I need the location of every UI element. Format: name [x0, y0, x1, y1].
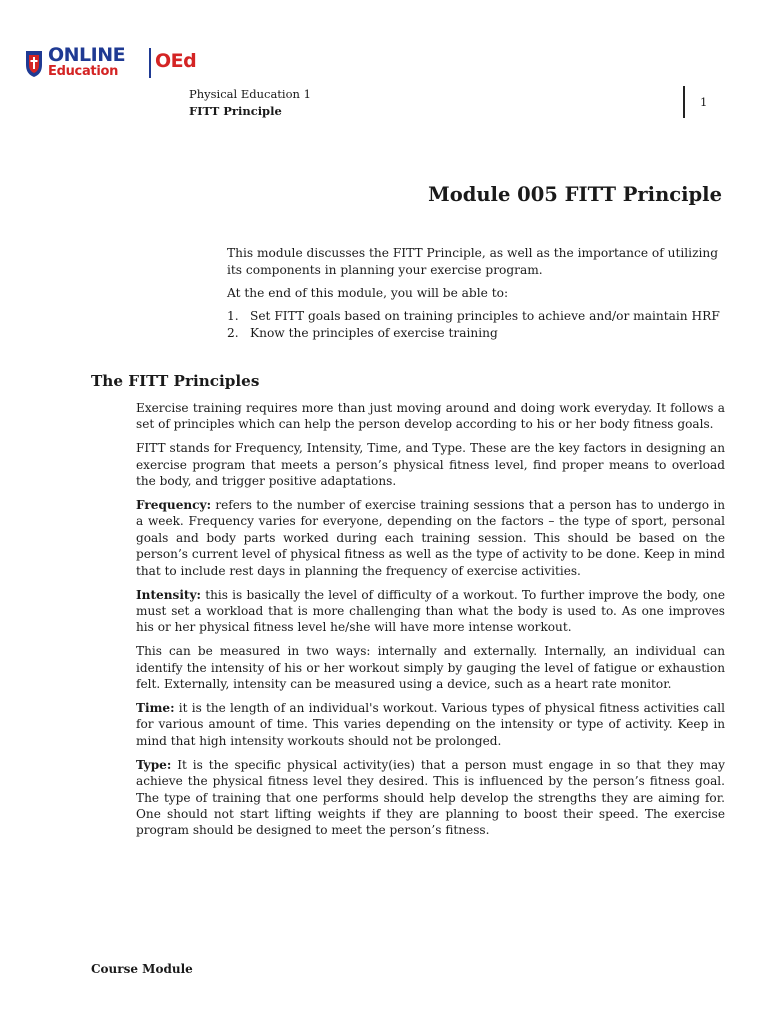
logo-text-oed: OEd: [155, 50, 197, 72]
module-intro: [227, 245, 727, 342]
objective-item: [227, 325, 727, 342]
type-text: It is the specific physical activity(ies) that a person must engage in so that they may achieve the physical fitness level they desired. This is influenced by the person’s fitness goal. The type of training that one performs should help develop the strengths they are aiming for. One should not start lifting weights if they are planning to boost their speed. The exercise program should be designed to meet the person’s fitness.: [136, 757, 725, 838]
term-type: Type:: [136, 757, 172, 772]
running-header: [189, 86, 311, 120]
objective-item: [227, 308, 727, 325]
intensity-text: this is basically the level of difficulty of a workout. To further improve the body, one must set a workload that is more challenging than what the body is used to. As one improves his or her physical fitness level he/she will have more intense workout.: [136, 587, 725, 635]
module-title: Module 005 FITT Principle: [428, 183, 722, 206]
frequency-text: refers to the number of exercise training sessions that a person has to undergo in a week. Frequency varies for everyone, depending on the factors – the type of sport, personal goals and body parts worked during each training session. This should be based on the person’s current level of physical fitness as well as the type of activity to be done. Keep in mind that to include rest days in planning the frequency of exercise activities.: [136, 498, 725, 578]
page-footer: Course Module: [91, 962, 193, 976]
term-frequency: Frequency:: [136, 498, 212, 513]
section-heading: The FITT Principles: [91, 372, 260, 390]
page-number: 1: [700, 95, 708, 109]
objective-number: 2.: [227, 326, 239, 340]
page-number-divider: [683, 86, 685, 118]
time-text: it is the length of an individual's workout. Various types of physical fitness activities call for various amount of time. This varies depending on the intensity or type of activity. Keep in mind that high intensity workouts should not be prolonged.: [136, 701, 725, 748]
objective-number: 1.: [227, 309, 239, 323]
objective-text: Set FITT goals based on training principles to achieve and/or maintain HRF: [250, 309, 720, 323]
paragraph-type: [136, 757, 725, 839]
logo-divider: [149, 48, 151, 78]
logo: [24, 44, 197, 84]
paragraph-overview: Exercise training requires more than just moving around and doing work everyday. It follows a set of principles which can help the person develop according to his or her body fitness goals.: [136, 401, 725, 432]
objective-text: Know the principles of exercise training: [250, 326, 498, 340]
course-name: Physical Education 1: [189, 87, 311, 101]
logo-text-education: Education: [48, 64, 119, 79]
section-body: [136, 400, 725, 846]
objectives-list: [227, 308, 727, 342]
topic-name: FITT Principle: [189, 104, 282, 118]
paragraph-fitt-definition: FITT stands for Frequency, Intensity, Time, and Type. These are the key factors in designing an exercise program that meets a person’s physical fitness level, find proper means to overload the body, and trigger positive adaptations.: [136, 441, 725, 489]
term-intensity: Intensity:: [136, 587, 202, 602]
paragraph-intensity: [136, 587, 725, 636]
paragraph-frequency: [136, 497, 725, 579]
term-time: Time:: [136, 701, 175, 715]
intro-description: This module discusses the FITT Principle, as well as the importance of utilizing its components in planning your exercise program.: [227, 246, 719, 277]
paragraph-measurement: This can be measured in two ways: internally and externally. Internally, an individual can identify the intensity of his or her workout simply by gauging the level of fatigue or exhaustion felt. Externally, intensity can be measured using a device, such as a heart rate monitor.: [136, 644, 725, 692]
shield-icon: [24, 48, 44, 78]
paragraph-time: [136, 700, 725, 749]
logo-text-online: ONLINE: [48, 44, 126, 66]
objectives-lead: At the end of this module, you will be able to:: [227, 286, 509, 300]
